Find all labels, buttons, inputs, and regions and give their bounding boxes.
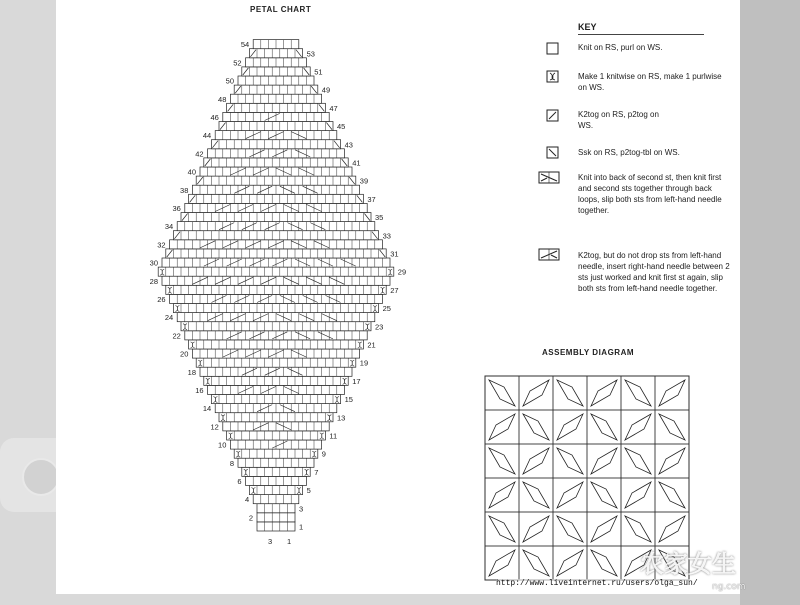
bottom-stitch-label-left: 3 <box>268 537 273 546</box>
row-number-right: 45 <box>337 122 346 132</box>
chart-row <box>211 140 340 149</box>
row-number-left: 46 <box>210 112 219 122</box>
chart-row <box>234 449 318 458</box>
row-number-left: 12 <box>210 422 219 432</box>
row-number-left: 52 <box>233 58 242 68</box>
row-number-left: 4 <box>245 495 250 505</box>
row-number-left: 14 <box>202 404 212 414</box>
row-number-right: 43 <box>344 140 353 150</box>
row-number-right: 41 <box>352 158 361 168</box>
row-number-right: 29 <box>397 267 407 277</box>
row-number-right: 7 <box>314 467 319 477</box>
row-number-left: 18 <box>187 367 196 377</box>
row-number-right: 13 <box>337 413 346 423</box>
key-symbol-right-twist-icon <box>538 171 562 185</box>
row-number-right: 53 <box>306 49 315 59</box>
row-number-right: 19 <box>359 358 369 368</box>
key-text-k2tog: K2tog on RS, p2tog on WS. <box>578 110 659 130</box>
row-number-right: 39 <box>359 176 369 186</box>
row-number-left: 40 <box>187 167 196 177</box>
row-number-left: 10 <box>218 440 227 450</box>
row-number-right: 15 <box>344 395 353 405</box>
row-number-left: 36 <box>172 203 181 213</box>
chart-row <box>227 103 326 112</box>
chart-row <box>158 267 394 276</box>
petal-chart-title: PETAL CHART <box>250 5 312 14</box>
chart-row <box>166 249 386 258</box>
row-number-right: 9 <box>321 449 326 459</box>
row-number-left: 42 <box>195 149 204 159</box>
chart-row <box>249 486 302 495</box>
row-number-left: 2 <box>248 513 253 523</box>
chart-row <box>204 158 348 167</box>
row-number-right: 1 <box>299 522 304 532</box>
row-number-right: 49 <box>321 85 331 95</box>
row-number-left: 6 <box>237 476 242 486</box>
chart-row <box>204 376 348 385</box>
assembly-diagram-title: ASSEMBLY DIAGRAM <box>542 348 635 357</box>
row-number-left: 8 <box>229 458 234 468</box>
chart-row <box>173 304 378 313</box>
chart-row <box>257 522 295 531</box>
row-number-left: 54 <box>240 40 250 50</box>
watermark-logo-text: 农家女生 <box>640 550 736 578</box>
watermark-domain: ng.com <box>712 582 746 592</box>
chart-row <box>249 49 302 58</box>
key-text-left-twist: K2tog, but do not drop sts from left-hand needle, insert right-hand needle between 2 sts just worked and knit first st again, slip both sts from left-hand needle together. <box>578 251 730 293</box>
row-number-right: 27 <box>390 285 399 295</box>
chart-row <box>242 467 310 476</box>
chart-row <box>181 322 371 331</box>
key-symbol-left-twist-icon <box>538 248 562 262</box>
chart-row <box>189 194 364 203</box>
row-number-right: 47 <box>329 103 338 113</box>
chart-row <box>227 431 326 440</box>
chart-row <box>166 285 386 294</box>
chart-row <box>257 504 295 513</box>
chart-row <box>234 85 318 94</box>
row-number-right: 17 <box>352 376 361 386</box>
row-number-left: 38 <box>180 185 189 195</box>
row-number-left: 44 <box>202 131 212 141</box>
key-text-ssk: Ssk on RS, p2tog-tbl on WS. <box>578 148 680 157</box>
chart-row <box>219 122 333 131</box>
chart-row <box>257 513 295 522</box>
bottom-stitch-label-right: 1 <box>287 537 292 546</box>
chart-row <box>173 231 378 240</box>
row-number-left: 26 <box>157 294 166 304</box>
watermark-url: http://www.liveinternet.ru/users/olga_sun/ <box>496 579 698 588</box>
key-text-make-one: Make 1 knitwise on RS, make 1 purlwise on WS. <box>578 72 722 92</box>
row-number-left: 48 <box>218 94 227 104</box>
key-symbol-ssk-icon <box>546 146 560 160</box>
chart-row <box>189 340 364 349</box>
chart-row <box>196 358 356 367</box>
row-number-left: 20 <box>180 349 189 359</box>
row-number-right: 21 <box>367 340 376 350</box>
key-symbol-make-one-icon <box>546 70 560 84</box>
row-number-right: 3 <box>299 504 304 514</box>
row-number-left: 30 <box>149 258 158 268</box>
row-number-right: 25 <box>382 304 391 314</box>
row-number-right: 23 <box>375 322 384 332</box>
key-text-knit: Knit on RS, purl on WS. <box>578 43 663 52</box>
row-number-left: 22 <box>172 331 181 341</box>
chart-row <box>219 413 333 422</box>
row-number-right: 31 <box>390 249 399 259</box>
chart-row <box>242 67 310 76</box>
chart-row <box>211 395 340 404</box>
row-number-right: 35 <box>375 213 384 223</box>
row-number-left: 34 <box>164 222 174 232</box>
row-number-left: 50 <box>225 76 234 86</box>
key-divider <box>578 34 704 35</box>
row-number-right: 51 <box>314 67 323 77</box>
chart-row <box>196 176 356 185</box>
key-title: KEY <box>578 22 597 32</box>
row-number-right: 5 <box>306 486 311 496</box>
row-number-left: 16 <box>195 385 204 395</box>
chart-row <box>181 213 371 222</box>
key-symbol-knit-icon <box>546 42 560 56</box>
key-text-right-twist: Knit into back of second st, then knit first and second sts together through back loops, slip both sts from left-hand needle together. <box>578 173 722 215</box>
row-number-right: 11 <box>329 431 338 441</box>
row-number-left: 32 <box>157 240 166 250</box>
row-number-left: 28 <box>149 276 158 286</box>
key-symbol-k2tog-icon <box>546 109 560 123</box>
row-number-right: 37 <box>367 194 376 204</box>
row-number-right: 33 <box>382 231 391 241</box>
row-number-left: 24 <box>164 313 174 323</box>
